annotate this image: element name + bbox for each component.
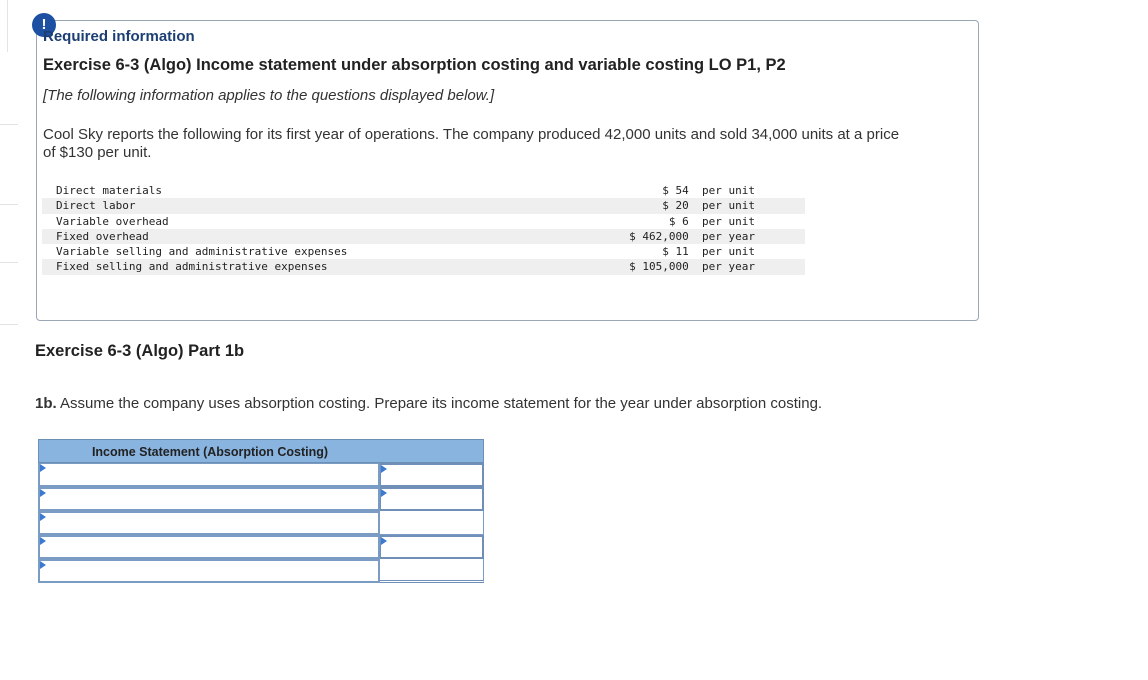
table-row — [38, 511, 484, 535]
cost-label: Variable selling and administrative expenses — [56, 245, 348, 259]
dropdown-marker-icon — [381, 489, 387, 497]
table-row — [38, 487, 484, 511]
line-item-dropdown[interactable] — [38, 487, 380, 511]
exercise-note: [The following information applies to the questions displayed below.] — [43, 87, 495, 104]
grid-header-title: Income Statement (Absorption Costing) — [91, 445, 329, 459]
cost-value: $ 462,000 per year — [629, 229, 755, 243]
question-body: Assume the company uses absorption costing. Prepare its income statement for the year under absorption costing. — [56, 395, 823, 412]
line-item-dropdown[interactable] — [38, 559, 380, 583]
income-statement-grid — [38, 439, 484, 583]
cost-label: Fixed overhead — [56, 229, 149, 243]
table-row — [42, 214, 805, 229]
cost-value: $ 11 per unit — [662, 245, 755, 259]
line-item-dropdown[interactable] — [38, 511, 380, 535]
table-row — [38, 535, 484, 559]
dropdown-marker-icon — [40, 489, 46, 497]
dropdown-marker-icon — [381, 537, 387, 545]
amount-input[interactable] — [380, 511, 484, 535]
cost-label: Direct materials — [56, 184, 162, 197]
dropdown-marker-icon — [40, 561, 46, 569]
table-row — [42, 244, 805, 259]
gutter-divider — [0, 324, 18, 325]
amount-input[interactable] — [380, 487, 484, 511]
table-row — [42, 198, 805, 213]
question-text — [35, 395, 822, 412]
grid-header-blank — [381, 440, 483, 462]
amount-input[interactable] — [380, 535, 484, 559]
cost-label: Direct labor — [56, 199, 136, 213]
exercise-description: Cool Sky reports the following for its first year of operations. The company produced 42,000 units and sold 34,000 units at a price of $130 per unit. — [43, 126, 900, 161]
table-row — [42, 259, 805, 274]
cost-value: $ 105,000 per year — [629, 260, 755, 274]
exercise-title: Exercise 6-3 (Algo) Income statement under absorption costing and variable costing LO P1, P2 — [43, 56, 786, 74]
amount-input[interactable] — [380, 463, 484, 487]
dropdown-marker-icon — [40, 537, 46, 545]
table-row — [38, 463, 484, 487]
cost-value: $ 6 per unit — [668, 214, 755, 228]
cost-value: $ 54 per unit — [662, 184, 755, 197]
line-item-dropdown[interactable] — [38, 463, 380, 487]
dropdown-marker-icon — [381, 465, 387, 473]
table-row — [42, 183, 805, 198]
table-row — [38, 559, 484, 583]
table-row — [42, 229, 805, 244]
alert-icon: ! — [32, 13, 56, 37]
dropdown-marker-icon — [40, 464, 46, 472]
grid-header — [38, 439, 484, 463]
question-number: 1b. — [35, 395, 57, 412]
part-title: Exercise 6-3 (Algo) Part 1b — [35, 342, 245, 360]
required-information-label: Required information — [43, 28, 195, 45]
line-item-dropdown[interactable] — [38, 535, 380, 559]
amount-input[interactable] — [380, 559, 484, 583]
cost-value: $ 20 per unit — [662, 199, 755, 213]
dropdown-marker-icon — [40, 513, 46, 521]
cost-label: Variable overhead — [56, 214, 169, 228]
gutter-divider — [0, 0, 8, 52]
gutter-divider — [0, 262, 18, 263]
gutter-divider — [0, 204, 18, 205]
cost-data-table — [42, 183, 805, 275]
cost-label: Fixed selling and administrative expenses — [56, 260, 328, 274]
gutter-divider — [0, 124, 18, 125]
